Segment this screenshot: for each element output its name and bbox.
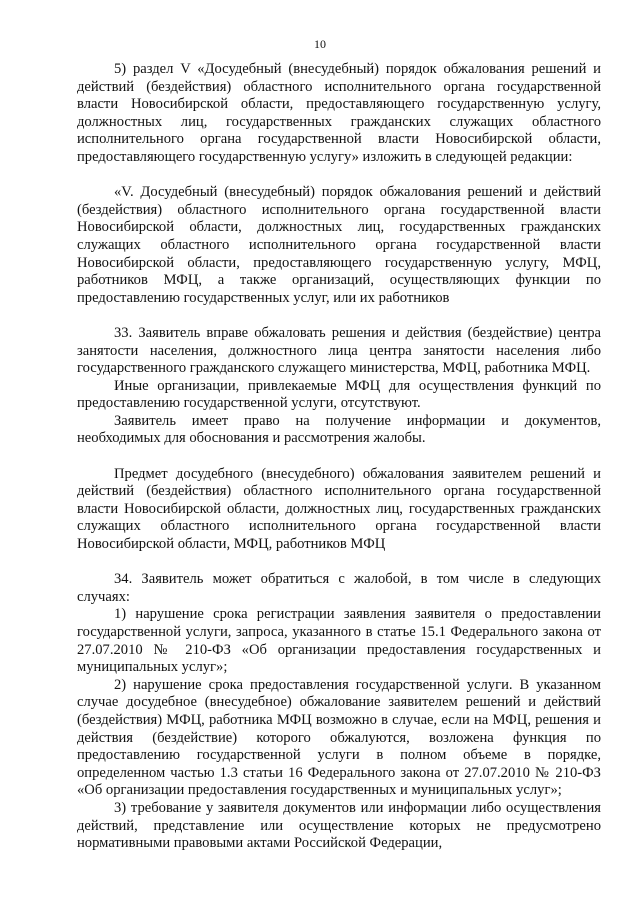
paragraph-spacer — [77, 554, 601, 572]
paragraph-34: 34. Заявитель может обратиться с жалобой, в том числе в следующих случаях: — [77, 571, 601, 605]
paragraph-spacer — [77, 307, 601, 325]
paragraph-other-organizations: Иные организации, привлекаемые МФЦ для осуществления функций по предоставлению государственной услуги, отсутствуют. — [77, 377, 601, 412]
paragraph-section-5: 5) раздел V «Досудебный (внесудебный) порядок обжалования решений и действий (бездействия) областного исполнительного органа государственной власти Новосибирской области, предоставляющего государственную услугу, должностных лиц, государственных гражданских служащих областного исполнительного органа государственной власти Новосибирской области, предоставляющего государственную услугу» изложить в следующей редакции: — [77, 61, 601, 165]
paragraph-spacer — [77, 448, 601, 466]
list-item-1: 1) нарушение срока регистрации заявления заявителя о предоставлении государственной услуги, запроса, указанного в статье 15.1 Федерального закона от 27.07.2010 № 210-ФЗ «Об организации предоставления государственных и муниципальных услуг»; — [77, 606, 601, 676]
paragraph-33: 33. Заявитель вправе обжаловать решения и действия (бездействие) центра занятости населения, должностного лица центра занятости населения либо государственного гражданского служащего министерства, МФЦ, работника МФЦ. — [77, 324, 601, 377]
section-v-heading: «V. Досудебный (внесудебный) порядок обжалования решений и действий (бездействия) областного исполнительного органа государственной власти Новосибирской области, должностных лиц, государственных гражданских служащих областного исполнительного органа государственной власти Новосибирской области, предоставляющего государственную услугу, МФЦ, работников МФЦ, а также организаций, осуществляющих функции по предоставлению государственных услуг, или их работников — [77, 184, 601, 306]
paragraph-spacer — [77, 167, 601, 185]
list-item-2: 2) нарушение срока предоставления государственной услуги. В указанном случае досудебное (внесудебное) обжалование заявителем решений и действий (бездействия) МФЦ, работника МФЦ возможно в случае, если на МФЦ, решения и действия (бездействие) которого обжалуются, возложена функция по предоставлению государственной услуги в полном объеме в порядке, определенном частью 1.3 статьи 16 Федерального закона от 27.07.2010 № 210-ФЗ «Об организации предоставления государственных и муниципальных услуг»; — [77, 676, 601, 799]
subject-heading: Предмет досудебного (внесудебного) обжалования заявителем решений и действий (бездействия) областного исполнительного органа государственной власти Новосибирской области, должностных лиц, государственных гражданских служащих областного исполнительного органа государственной власти Новосибирской области, МФЦ, работников МФЦ — [77, 465, 601, 553]
paragraph-right-to-information: Заявитель имеет право на получение информации и документов, необходимых для обоснования и рассмотрения жалобы. — [77, 412, 601, 447]
list-item-3: 3) требование у заявителя документов или информации либо осуществления действий, представление или осуществление которых не предусмотрено нормативными правовыми актами Российской Федерации, — [77, 799, 601, 852]
document-body — [77, 61, 601, 853]
page-number: 10 — [314, 37, 326, 51]
